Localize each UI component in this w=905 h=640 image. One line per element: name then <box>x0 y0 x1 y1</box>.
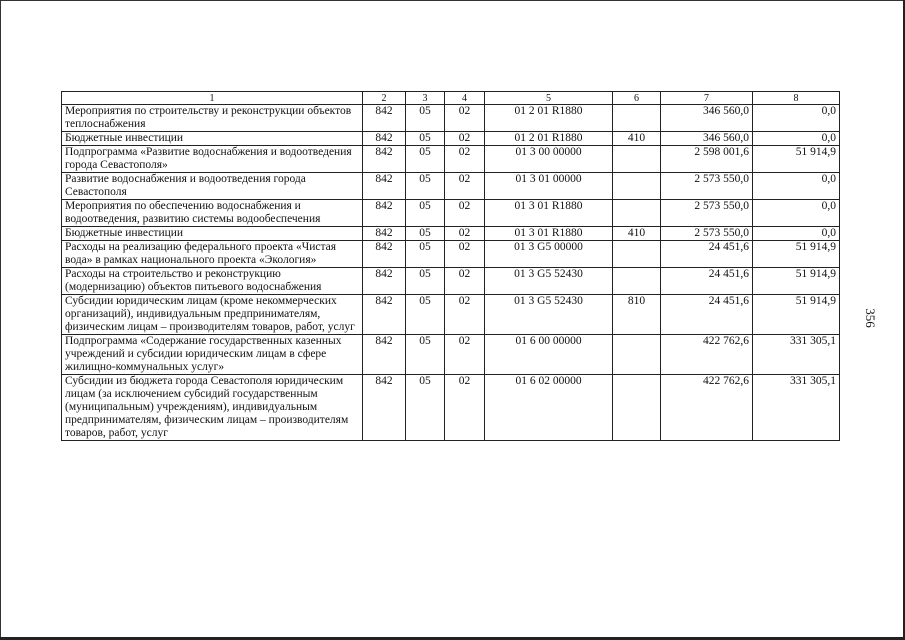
row-expense-type-cell <box>613 146 661 173</box>
row-admin-code-cell: 842 <box>363 241 406 268</box>
row-subsection-cell: 02 <box>445 105 485 132</box>
page-number: 356 <box>862 308 878 328</box>
row-amount-2-cell: 331 305,1 <box>753 335 840 375</box>
table-row <box>62 173 840 200</box>
row-name-cell: Расходы на реализацию федерального проекта «Чистая вода» в рамках национального проекта «Экология» <box>62 241 363 268</box>
table-row <box>62 335 840 375</box>
row-target-article-cell: 01 3 G5 52430 <box>485 295 613 335</box>
row-amount-1-cell: 2 573 550,0 <box>661 173 753 200</box>
row-amount-1-cell: 2 573 550,0 <box>661 200 753 227</box>
row-name-cell: Субсидии из бюджета города Севастополя юридическим лицам (за исключением субсидий государственным (муниципальным) учреждениям), индивидуальным предпринимателям, физическим лицам – производителям товаров, работ, услуг <box>62 375 363 441</box>
row-subsection-cell: 02 <box>445 335 485 375</box>
row-amount-2-cell: 51 914,9 <box>753 295 840 335</box>
row-name-cell: Подпрограмма «Развитие водоснабжения и водоотведения города Севастополя» <box>62 146 363 173</box>
row-expense-type-cell <box>613 105 661 132</box>
row-section-cell: 05 <box>406 146 445 173</box>
row-target-article-cell: 01 2 01 R1880 <box>485 132 613 146</box>
row-admin-code-cell: 842 <box>363 227 406 241</box>
row-amount-1-cell: 422 762,6 <box>661 335 753 375</box>
row-expense-type-cell <box>613 375 661 441</box>
row-section-cell: 05 <box>406 132 445 146</box>
row-section-cell: 05 <box>406 241 445 268</box>
row-section-cell: 05 <box>406 268 445 295</box>
row-target-article-cell: 01 3 G5 52430 <box>485 268 613 295</box>
row-section-cell: 05 <box>406 173 445 200</box>
col-header-2: 2 <box>363 92 406 105</box>
table-row <box>62 200 840 227</box>
col-header-7: 7 <box>661 92 753 105</box>
row-target-article-cell: 01 3 01 00000 <box>485 173 613 200</box>
row-name-cell: Расходы на строительство и реконструкцию (модернизацию) объектов питьевого водоснабжения <box>62 268 363 295</box>
row-section-cell: 05 <box>406 227 445 241</box>
row-expense-type-cell <box>613 173 661 200</box>
row-admin-code-cell: 842 <box>363 268 406 295</box>
row-subsection-cell: 02 <box>445 295 485 335</box>
table-row <box>62 268 840 295</box>
row-amount-1-cell: 24 451,6 <box>661 295 753 335</box>
table-row <box>62 146 840 173</box>
row-amount-2-cell: 51 914,9 <box>753 268 840 295</box>
row-name-cell: Бюджетные инвестиции <box>62 227 363 241</box>
row-target-article-cell: 01 6 00 00000 <box>485 335 613 375</box>
row-name-cell: Бюджетные инвестиции <box>62 132 363 146</box>
row-admin-code-cell: 842 <box>363 105 406 132</box>
table-row <box>62 375 840 441</box>
row-name-cell: Развитие водоснабжения и водоотведения города Севастополя <box>62 173 363 200</box>
row-admin-code-cell: 842 <box>363 132 406 146</box>
row-subsection-cell: 02 <box>445 375 485 441</box>
row-amount-1-cell: 422 762,6 <box>661 375 753 441</box>
row-target-article-cell: 01 2 01 R1880 <box>485 105 613 132</box>
row-amount-2-cell: 0,0 <box>753 105 840 132</box>
row-expense-type-cell <box>613 241 661 268</box>
row-target-article-cell: 01 3 01 R1880 <box>485 200 613 227</box>
col-header-3: 3 <box>406 92 445 105</box>
row-section-cell: 05 <box>406 200 445 227</box>
page-border-left <box>0 0 1 640</box>
row-amount-2-cell: 0,0 <box>753 200 840 227</box>
row-admin-code-cell: 842 <box>363 335 406 375</box>
row-section-cell: 05 <box>406 295 445 335</box>
row-name-cell: Мероприятия по обеспечению водоснабжения и водоотведения, развитию системы водообеспечения <box>62 200 363 227</box>
table-row <box>62 105 840 132</box>
row-amount-1-cell: 2 573 550,0 <box>661 227 753 241</box>
header-row <box>62 92 840 105</box>
row-section-cell: 05 <box>406 375 445 441</box>
row-name-cell: Мероприятия по строительству и реконструкции объектов теплоснабжения <box>62 105 363 132</box>
row-target-article-cell: 01 6 02 00000 <box>485 375 613 441</box>
row-amount-1-cell: 346 560,0 <box>661 132 753 146</box>
row-name-cell: Подпрограмма «Содержание государственных казенных учреждений и субсидии юридическим лицам в сфере жилищно-коммунальных услуг» <box>62 335 363 375</box>
row-amount-2-cell: 0,0 <box>753 173 840 200</box>
row-subsection-cell: 02 <box>445 227 485 241</box>
row-subsection-cell: 02 <box>445 146 485 173</box>
row-admin-code-cell: 842 <box>363 375 406 441</box>
row-target-article-cell: 01 3 G5 00000 <box>485 241 613 268</box>
row-expense-type-cell: 810 <box>613 295 661 335</box>
col-header-1: 1 <box>62 92 363 105</box>
row-subsection-cell: 02 <box>445 241 485 268</box>
row-amount-1-cell: 2 598 001,6 <box>661 146 753 173</box>
row-expense-type-cell: 410 <box>613 132 661 146</box>
row-admin-code-cell: 842 <box>363 295 406 335</box>
col-header-6: 6 <box>613 92 661 105</box>
row-amount-1-cell: 24 451,6 <box>661 268 753 295</box>
row-expense-type-cell: 410 <box>613 227 661 241</box>
table-row <box>62 132 840 146</box>
row-admin-code-cell: 842 <box>363 146 406 173</box>
row-amount-2-cell: 0,0 <box>753 227 840 241</box>
row-amount-2-cell: 0,0 <box>753 132 840 146</box>
col-header-8: 8 <box>753 92 840 105</box>
row-subsection-cell: 02 <box>445 200 485 227</box>
page-border-top <box>0 0 905 1</box>
col-header-5: 5 <box>485 92 613 105</box>
row-amount-1-cell: 346 560,0 <box>661 105 753 132</box>
row-target-article-cell: 01 3 00 00000 <box>485 146 613 173</box>
row-name-cell: Субсидии юридическим лицам (кроме некоммерческих организаций), индивидуальным предпринимателям, физическим лицам – производителям товаров, работ, услуг <box>62 295 363 335</box>
table-row <box>62 295 840 335</box>
row-subsection-cell: 02 <box>445 173 485 200</box>
row-amount-2-cell: 331 305,1 <box>753 375 840 441</box>
table-row <box>62 227 840 241</box>
row-amount-2-cell: 51 914,9 <box>753 146 840 173</box>
table-row <box>62 241 840 268</box>
row-expense-type-cell <box>613 335 661 375</box>
col-header-4: 4 <box>445 92 485 105</box>
budget-table <box>61 91 840 441</box>
row-target-article-cell: 01 3 01 R1880 <box>485 227 613 241</box>
row-amount-1-cell: 24 451,6 <box>661 241 753 268</box>
row-section-cell: 05 <box>406 105 445 132</box>
row-subsection-cell: 02 <box>445 132 485 146</box>
row-admin-code-cell: 842 <box>363 200 406 227</box>
row-expense-type-cell <box>613 200 661 227</box>
row-amount-2-cell: 51 914,9 <box>753 241 840 268</box>
row-expense-type-cell <box>613 268 661 295</box>
row-section-cell: 05 <box>406 335 445 375</box>
row-admin-code-cell: 842 <box>363 173 406 200</box>
table-body <box>62 105 840 441</box>
row-subsection-cell: 02 <box>445 268 485 295</box>
